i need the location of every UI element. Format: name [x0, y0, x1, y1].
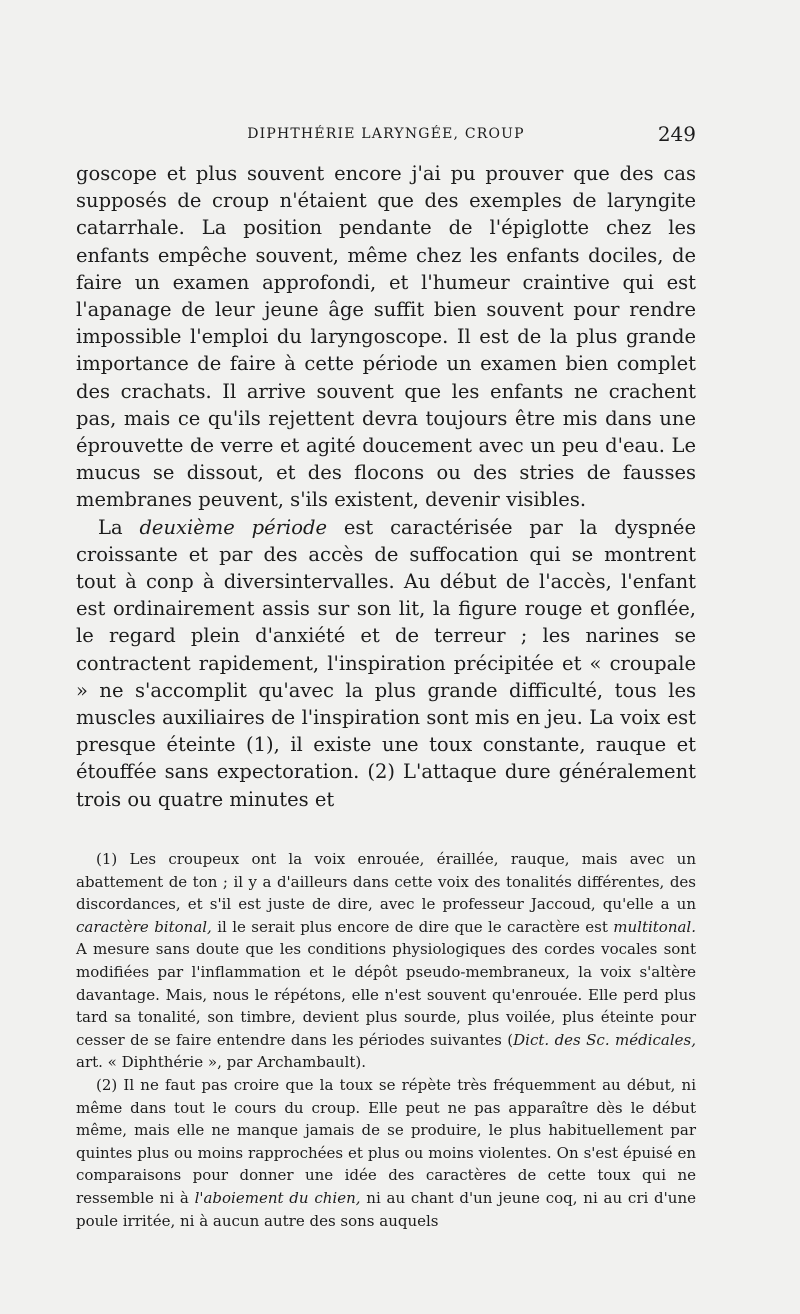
running-head — [76, 122, 696, 146]
footnote-2 — [76, 1074, 696, 1232]
page-number: 249 — [657, 122, 696, 146]
footnote-1-part-d: art. « Diphthérie », par Archambault). — [76, 1053, 366, 1072]
footnote-1-emphasis-1: caractère bitonal, — [76, 917, 212, 936]
paragraph-1: goscope et plus souvent encore j'ai pu prouver que des cas supposés de croup n'étaient que des exemples de laryngite catarrhale. La position pendante de l'épiglotte chez les enfants empêche souvent, même chez les enfants dociles, de faire un examen approfondi, et l'humeur craintive qui est l'apanage de leur jeune âge suffit bien souvent pour rendre impossible l'emploi du laryngoscope. Il est de la plus grande importance de faire à cette période un examen bien complet des crachats. Il arrive souvent que les enfants ne crachent pas, mais ce qu'ils rejettent devra toujours être mis dans une éprouvette de verre et agité doucement avec un peu d'eau. Le mucus se dissout, et des flocons ou des stries de fausses membranes peuvent, s'ils existent, devenir visibles. — [76, 162, 696, 512]
footnotes — [76, 848, 696, 1232]
paragraph-2-emphasis: deuxième période — [139, 515, 328, 539]
paragraph-2-rest: est caractérisée par la dyspnée croissante et par des accès de suffocation qui se montrent tout à conp à diversintervalles. Au début de l'accès, l'enfant est ordinairement assis sur son lit, la figure rouge et gonflée, le regard plein d'anxiété et de terreur ; les narines se contractent rapidement, l'inspiration précipitée et « croupale » ne s'accomplit qu'avec la plus grande difficulté, tous les muscles auxiliaires de l'inspiration sont mis en jeu. La voix est presque éteinte (1), il existe une toux constante, rauque et étouffée sans expectoration. (2) L'attaque dure généralement trois ou quatre minutes et — [76, 515, 696, 811]
footnote-1-emphasis-3: Dict. des Sc. médicales, — [513, 1030, 696, 1049]
footnote-2-emphasis: l'aboiement du chien, — [194, 1188, 361, 1207]
paragraph-2 — [76, 514, 696, 813]
footnote-1-part-b: il le serait plus encore de dire que le caractère est — [211, 917, 614, 936]
paragraph-2-start: La — [98, 515, 140, 539]
footnote-1-emphasis-2: multitonal. — [613, 917, 696, 936]
footnote-2-part-a: (2) Il ne faut pas croire que la toux se répète très fréquemment au début, ni même dans tout le cours du croup. Elle peut ne pas apparaître dès le début même, mais elle ne manque jamais de se produire, le plus habituellement par quintes plus ou moins rapprochées et plus ou moins violentes. On s'est épuisé en comparaisons pour donner une idée des caractères de cette toux qui ne ressemble ni à — [76, 1075, 696, 1207]
footnote-1-part-c: A mesure sans doute que les conditions physiologiques des cordes vocales sont modifiées par l'inflammation et le dépôt pseudo-membraneux, la voix s'altère davantage. Mais, nous le répétons, elle n'est souvent qu'enrouée. Elle perd plus tard sa tonalité, son timbre, devient plus sourde, plus voilée, plus éteinte pour cesser de se faire entendre dans les périodes suivantes ( — [76, 940, 696, 1049]
footnote-1 — [76, 848, 696, 1074]
footnote-1-part-a: (1) Les croupeux ont la voix enrouée, éraillée, rauque, mais avec un abattement de ton ; il y a d'ailleurs dans cette voix des tonalités différentes, des discordances, et s'il est juste de dire, avec le professeur Jaccoud, qu'elle a un — [76, 850, 696, 914]
running-title: DIPHTHÉRIE LARYNGÉE, CROUP — [247, 126, 525, 142]
footnote-2-part-b: ni au chant d'un jeune coq, ni au cri d'une poule irritée, ni à aucun autre des sons auquels — [76, 1188, 696, 1230]
body-text — [76, 160, 696, 813]
